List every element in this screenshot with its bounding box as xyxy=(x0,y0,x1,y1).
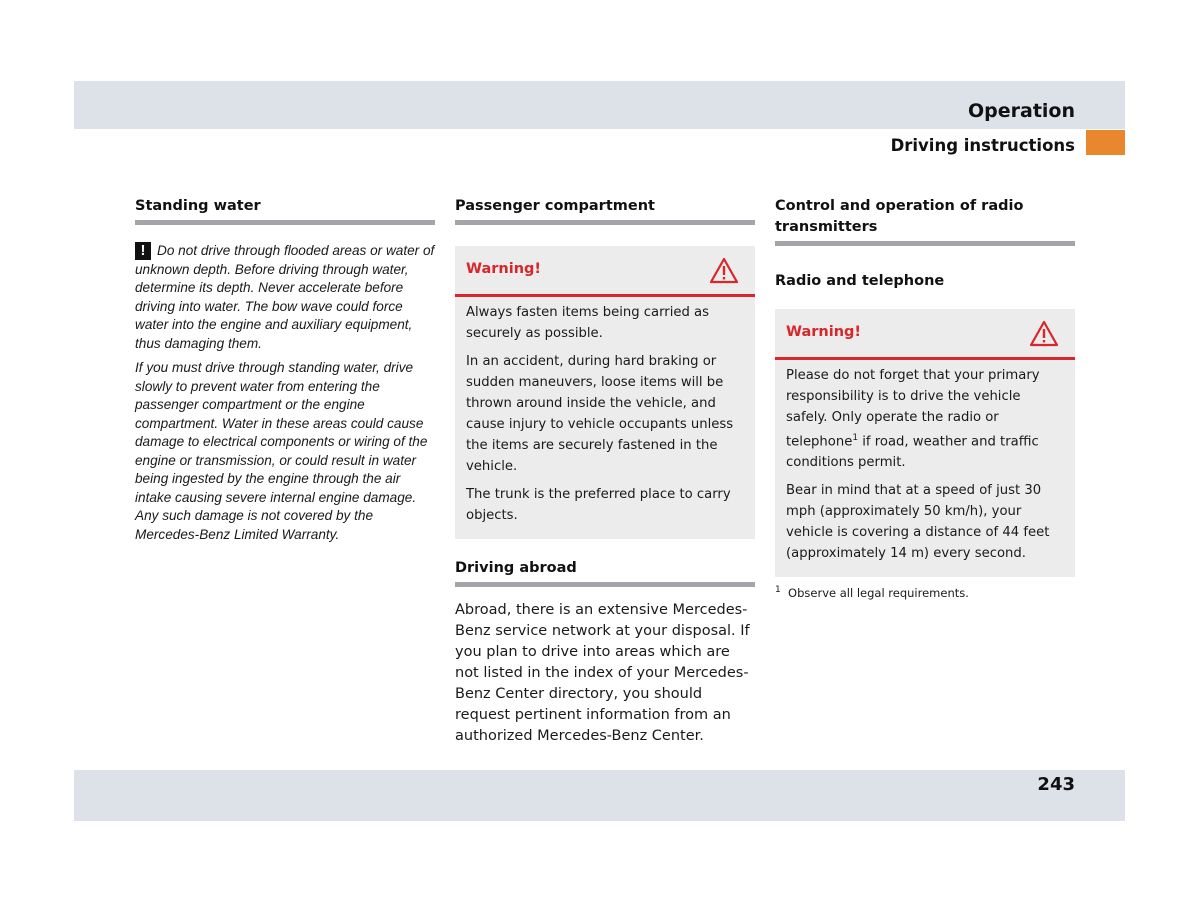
warning-title: Warning! xyxy=(466,261,542,277)
section-title: Driving instructions xyxy=(890,136,1075,155)
warning-header xyxy=(455,246,755,297)
heading-passenger-compartment: Passenger compartment xyxy=(455,196,755,225)
column-standing-water xyxy=(135,196,435,550)
chapter-title: Operation xyxy=(967,100,1075,122)
exclamation-icon: ! xyxy=(135,242,151,260)
section-tab-marker xyxy=(1086,130,1125,155)
warning-paragraph: Always fasten items being carried as securely as possible. xyxy=(466,305,710,341)
warning-body xyxy=(775,360,1075,577)
footnote-mark: 1 xyxy=(775,585,781,596)
caution-text: Do not drive through flooded areas or water of unknown depth. Before driving through water, determine its depth. Never accelerate before driving into water. The bow wave could force water into the engine and auxiliary equipment, thus damaging them. xyxy=(135,243,435,351)
footer-band xyxy=(74,770,1125,821)
warning-paragraph: In an accident, during hard braking or sudden maneuvers, loose items will be thrown around inside the vehicle, and cause injury to vehicle occupants unless the items are securely fastened in the vehicle. xyxy=(466,354,734,474)
caution-paragraph xyxy=(135,242,435,353)
driving-abroad-text: Abroad, there is an extensive Mercedes-Benz service network at your disposal. If you plan to drive into areas which are not listed in the index of your Mercedes-Benz Center directory, you should request pertinent information from an authorized Mercedes-Benz Center. xyxy=(455,602,750,744)
heading-standing-water: Standing water xyxy=(135,196,435,225)
warning-title: Warning! xyxy=(786,324,862,340)
warning-triangle-icon xyxy=(1029,320,1059,347)
warning-triangle-icon xyxy=(709,257,739,284)
heading-driving-abroad: Driving abroad xyxy=(455,558,755,587)
column-passenger-compartment xyxy=(455,196,755,747)
heading-radio-transmitters: Control and operation of radio transmitters xyxy=(775,196,1075,246)
standing-water-paragraph: If you must drive through standing water, drive slowly to prevent water from entering the passenger compartment or the engine compartment. Water in these areas could cause damage to electrical components or wiring of the engine or transmission, or could result in water being ingested by the engine through the air intake causing severe internal engine damage. Any such damage is not covered by the Mercedes-Benz Limited Warranty. xyxy=(135,360,428,542)
subheading-radio-telephone: Radio and telephone xyxy=(775,273,945,289)
warning-text: if road, weather and traffic conditions permit. xyxy=(786,434,1039,471)
column-radio-transmitters xyxy=(775,196,1075,600)
warning-paragraph: The trunk is the preferred place to carry objects. xyxy=(466,487,731,523)
warning-paragraph xyxy=(786,365,1064,473)
footnote-text: Observe all legal requirements. xyxy=(788,586,969,601)
warning-box-radio xyxy=(775,309,1075,577)
warning-box-passenger xyxy=(455,246,755,539)
warning-paragraph: Bear in mind that at a speed of just 30 mph (approximately 50 km/h), your vehicle is covering a distance of 44 feet (approximately 14 m) every second. xyxy=(786,483,1050,562)
warning-header xyxy=(775,309,1075,360)
footnote xyxy=(775,585,1075,600)
warning-body xyxy=(455,297,755,539)
warning-text: Please do not forget that your primary responsibility is to drive the vehicle safely. Only operate the radio or telephone xyxy=(786,368,1040,450)
page-number: 243 xyxy=(1037,774,1075,795)
footnote-ref: 1 xyxy=(852,433,859,443)
